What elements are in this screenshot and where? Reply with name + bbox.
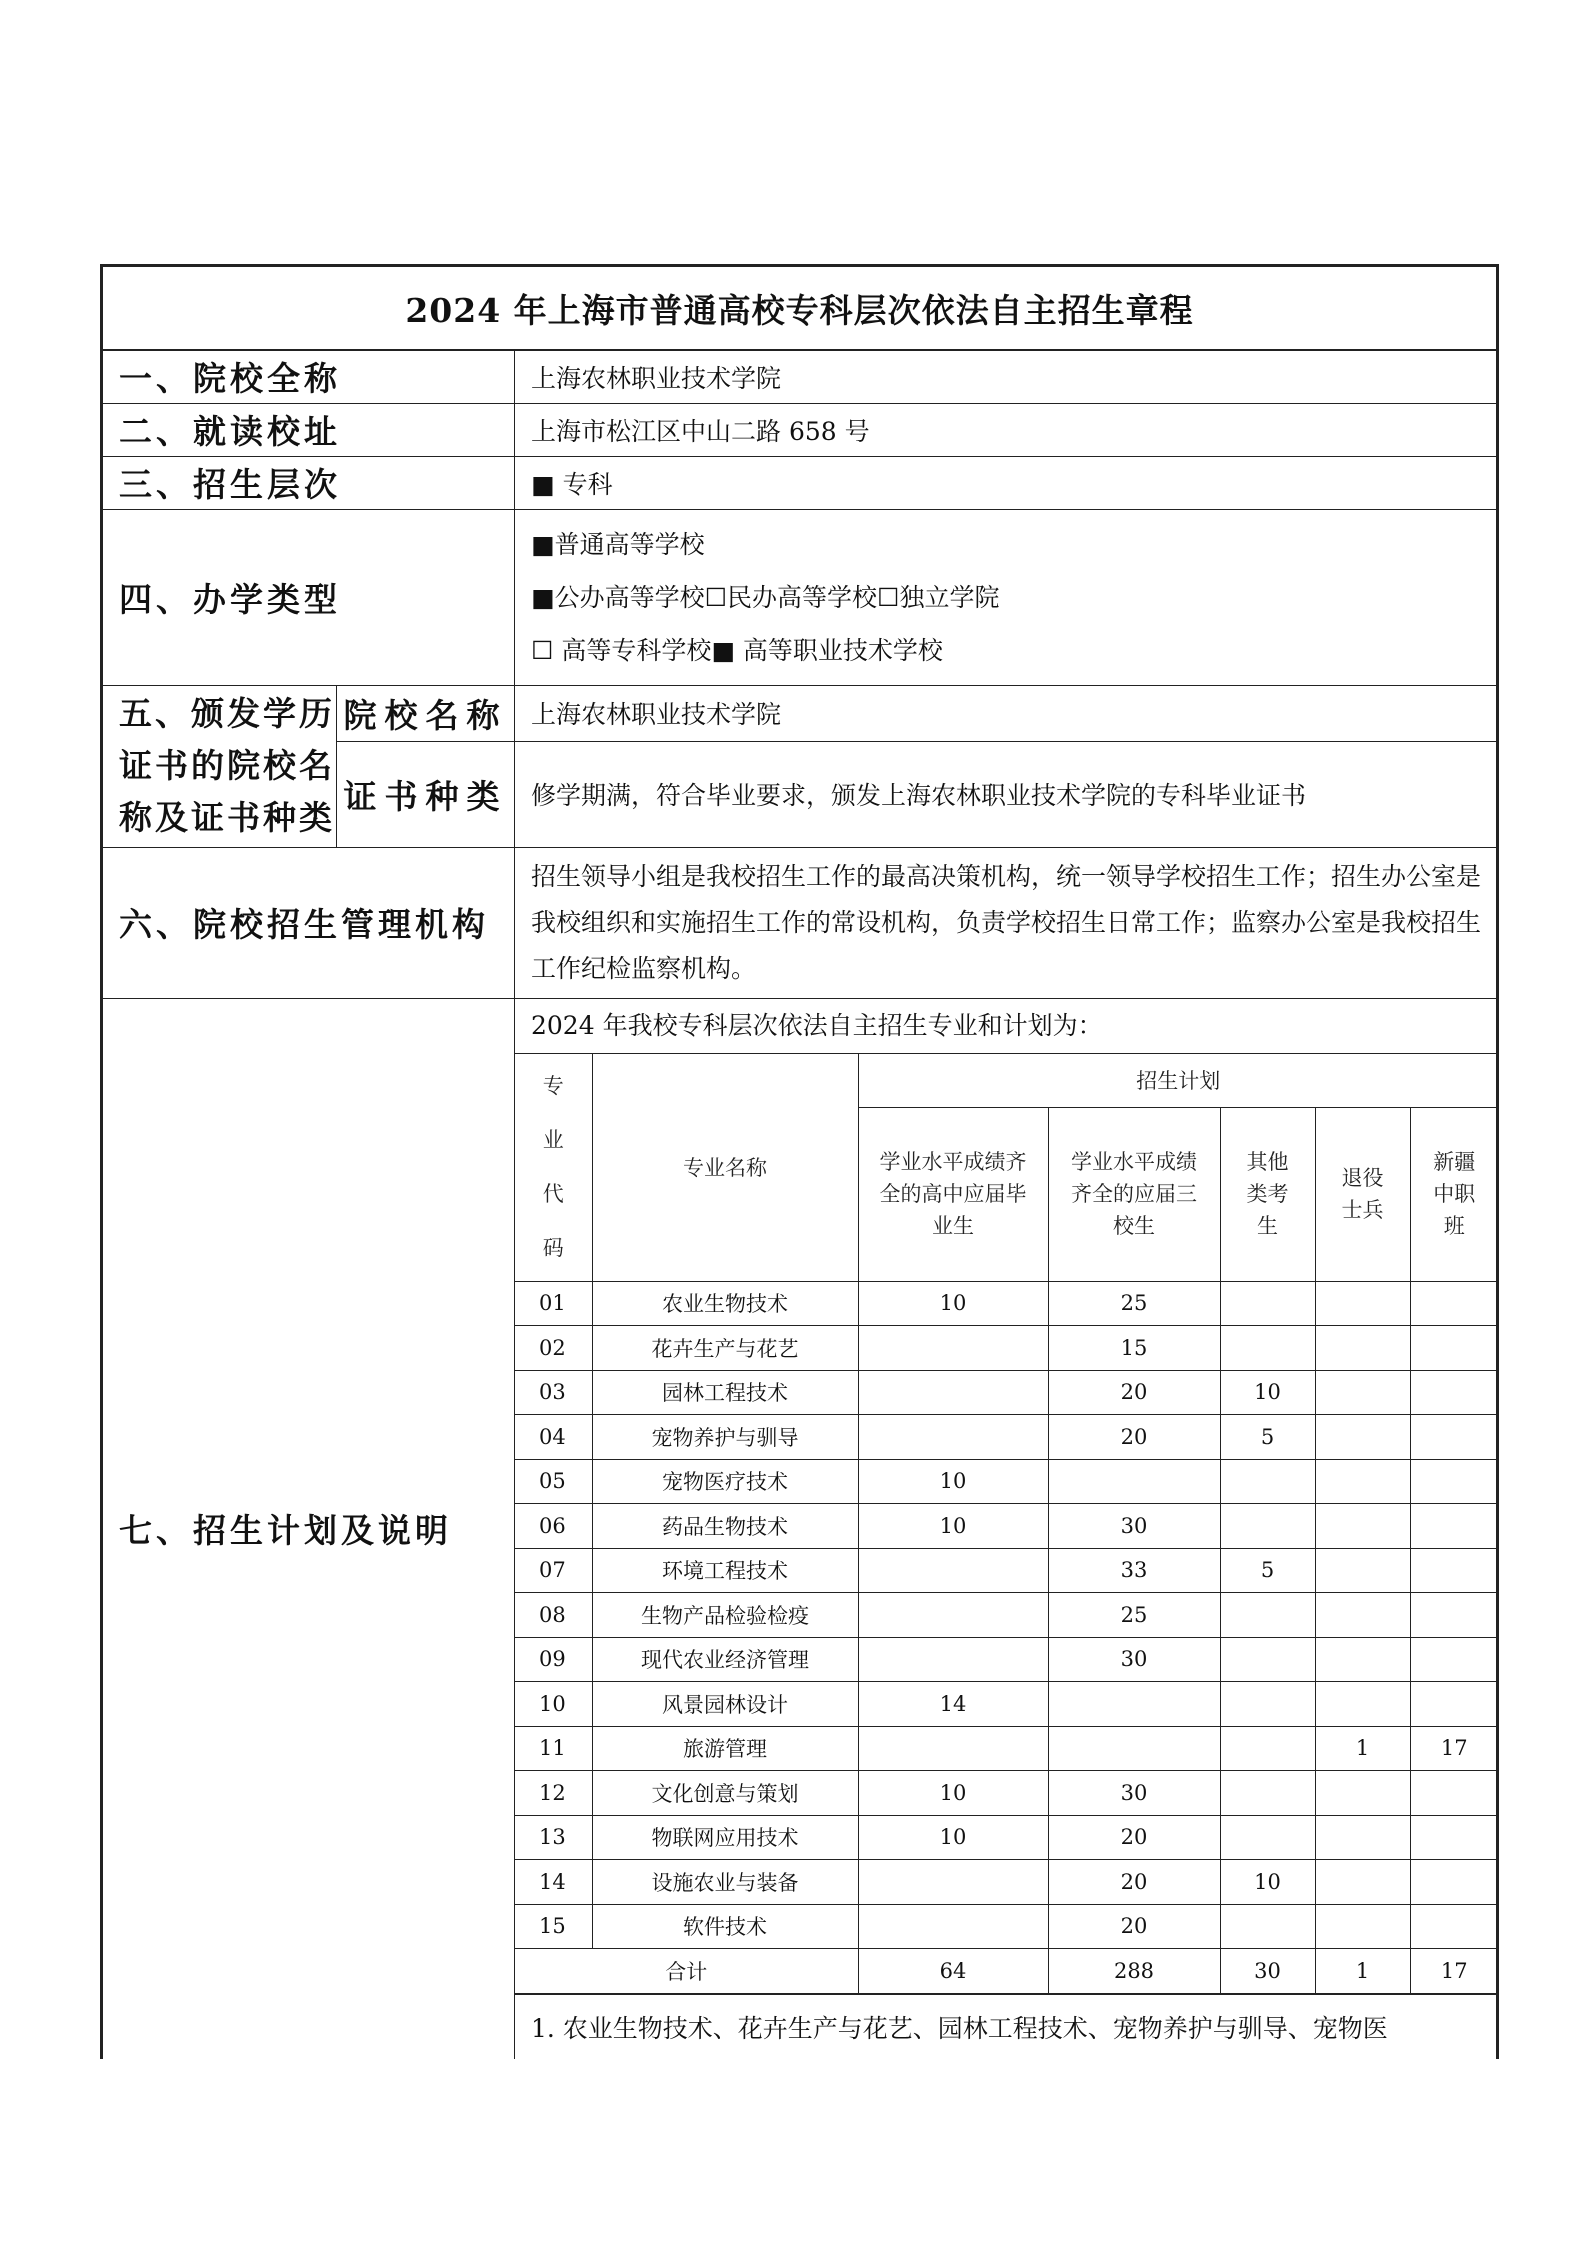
- charter-document-table: [100, 264, 1499, 2059]
- header-char: 码: [542, 1236, 564, 1260]
- plan-value-cell: [1220, 1459, 1315, 1504]
- plan-value-cell: [858, 1370, 1048, 1415]
- plan-value-cell: [1048, 1459, 1220, 1504]
- major-name-cell: 生物产品检验检疫: [592, 1593, 858, 1638]
- plan-row: [515, 1860, 1498, 1905]
- header-char: 业: [542, 1128, 564, 1152]
- major-code-cell: 03: [515, 1370, 592, 1415]
- total-value-cell: 1: [1315, 1949, 1410, 1994]
- header-enrollment-plan: 招生计划: [858, 1053, 1498, 1107]
- plan-row: [515, 1459, 1498, 1504]
- plan-value-cell: [858, 1904, 1048, 1949]
- major-name-cell: 宠物医疗技术: [592, 1459, 858, 1504]
- plan-value-cell: 20: [1048, 1815, 1220, 1860]
- value-certificate-type: 修学期满，符合毕业要求，颁发上海农林职业技术学院的专科毕业证书: [515, 741, 1498, 847]
- major-code-cell: 07: [515, 1548, 592, 1593]
- plan-row: [515, 1815, 1498, 1860]
- major-code-cell: 08: [515, 1593, 592, 1638]
- plan-value-cell: 15: [1048, 1326, 1220, 1371]
- major-name-cell: 旅游管理: [592, 1726, 858, 1771]
- value-issuing-school: 上海农林职业技术学院: [515, 685, 1498, 741]
- major-name-cell: 文化创意与策划: [592, 1771, 858, 1816]
- major-code-cell: 11: [515, 1726, 592, 1771]
- header-highschool-grads: 学业水平成绩齐全的高中应届毕业生: [858, 1107, 1048, 1281]
- major-code-cell: 15: [515, 1904, 592, 1949]
- plan-value-cell: [1220, 1904, 1315, 1949]
- major-name-cell: 农业生物技术: [592, 1281, 858, 1326]
- major-name-cell: 设施农业与装备: [592, 1860, 858, 1905]
- plan-value-cell: [1315, 1682, 1410, 1727]
- plan-value-cell: [858, 1548, 1048, 1593]
- plan-value-cell: [1220, 1326, 1315, 1371]
- plan-value-cell: 20: [1048, 1860, 1220, 1905]
- major-code-cell: 04: [515, 1415, 592, 1460]
- plan-value-cell: [1410, 1370, 1498, 1415]
- plan-value-cell: 30: [1048, 1504, 1220, 1549]
- plan-value-cell: 1: [1315, 1726, 1410, 1771]
- plan-value-cell: [858, 1860, 1048, 1905]
- plan-value-cell: [1220, 1504, 1315, 1549]
- plan-value-cell: [1410, 1548, 1498, 1593]
- plan-value-cell: [1220, 1281, 1315, 1326]
- major-name-cell: 宠物养护与驯导: [592, 1415, 858, 1460]
- major-name-cell: 花卉生产与花艺: [592, 1326, 858, 1371]
- value-school-type: [515, 509, 1498, 685]
- header-major-code: [515, 1053, 592, 1281]
- plan-value-cell: 10: [858, 1459, 1048, 1504]
- plan-value-cell: 25: [1048, 1281, 1220, 1326]
- plan-value-cell: [1410, 1682, 1498, 1727]
- major-code-cell: 01: [515, 1281, 592, 1326]
- header-char: 专: [542, 1074, 564, 1098]
- label-certificate-type: 证书种类: [337, 741, 515, 847]
- plan-value-cell: 10: [858, 1815, 1048, 1860]
- plan-row: [515, 1548, 1498, 1593]
- plan-value-cell: [1220, 1593, 1315, 1638]
- total-value-cell: 288: [1048, 1949, 1220, 1994]
- plan-value-cell: [1220, 1637, 1315, 1682]
- value-enrollment-level: ■ 专科: [515, 456, 1498, 509]
- major-code-cell: 10: [515, 1682, 592, 1727]
- major-code-cell: 12: [515, 1771, 592, 1816]
- value-campus-address: 上海市松江区中山二路 658 号: [515, 403, 1498, 456]
- plan-value-cell: [1048, 1726, 1220, 1771]
- plan-value-cell: 33: [1048, 1548, 1220, 1593]
- plan-value-cell: [1315, 1504, 1410, 1549]
- plan-value-cell: [1315, 1860, 1410, 1905]
- plan-value-cell: [1315, 1281, 1410, 1326]
- label-school-name: 一、院校全称: [102, 350, 515, 403]
- plan-value-cell: [1220, 1682, 1315, 1727]
- enrollment-plan-cell: [515, 998, 1498, 2059]
- label-campus-address: 二、就读校址: [102, 403, 515, 456]
- plan-value-cell: 10: [1220, 1860, 1315, 1905]
- plan-value-cell: [1410, 1593, 1498, 1638]
- label-line: 证书的院校名: [119, 746, 335, 785]
- school-type-line: ■普通高等学校: [531, 529, 705, 559]
- plan-value-cell: 17: [1410, 1726, 1498, 1771]
- major-name-cell: 环境工程技术: [592, 1548, 858, 1593]
- major-code-cell: 02: [515, 1326, 592, 1371]
- header-major-name: 专业名称: [592, 1053, 858, 1281]
- plan-value-cell: [858, 1726, 1048, 1771]
- plan-value-cell: 30: [1048, 1771, 1220, 1816]
- plan-row: [515, 1726, 1498, 1771]
- label-enrollment-plan: 七、招生计划及说明: [102, 998, 515, 2059]
- plan-value-cell: [1410, 1415, 1498, 1460]
- plan-value-cell: 20: [1048, 1904, 1220, 1949]
- plan-value-cell: [1315, 1815, 1410, 1860]
- plan-total-row: [515, 1949, 1498, 1994]
- plan-row: [515, 1370, 1498, 1415]
- plan-value-cell: [1315, 1459, 1410, 1504]
- plan-value-cell: [1315, 1548, 1410, 1593]
- plan-intro: 2024 年我校专科层次依法自主招生专业和计划为：: [531, 1010, 1103, 1040]
- plan-value-cell: [858, 1326, 1048, 1371]
- header-char: 代: [542, 1182, 564, 1206]
- major-code-cell: 14: [515, 1860, 592, 1905]
- plan-value-cell: [1410, 1815, 1498, 1860]
- label-school-type: 四、办学类型: [102, 509, 515, 685]
- plan-value-cell: [1410, 1771, 1498, 1816]
- plan-value-cell: 5: [1220, 1415, 1315, 1460]
- plan-value-cell: 25: [1048, 1593, 1220, 1638]
- total-value-cell: 64: [858, 1949, 1048, 1994]
- label-admissions-office: 六、院校招生管理机构: [102, 847, 515, 998]
- plan-value-cell: [1315, 1593, 1410, 1638]
- plan-value-cell: [1410, 1459, 1498, 1504]
- value-admissions-office: 招生领导小组是我校招生工作的最高决策机构，统一领导学校招生工作；招生办公室是我校组织和实施招生工作的常设机构，负责学校招生日常工作；监察办公室是我校招生工作纪检监察机构。: [515, 847, 1498, 998]
- plan-value-cell: [1410, 1504, 1498, 1549]
- plan-value-cell: 5: [1220, 1548, 1315, 1593]
- plan-value-cell: [1410, 1281, 1498, 1326]
- plan-row: [515, 1504, 1498, 1549]
- major-name-cell: 物联网应用技术: [592, 1815, 858, 1860]
- plan-value-cell: [1315, 1771, 1410, 1816]
- major-name-cell: 现代农业经济管理: [592, 1637, 858, 1682]
- plan-value-cell: [1315, 1415, 1410, 1460]
- enrollment-plan-table: [515, 1053, 1498, 1994]
- plan-value-cell: [1048, 1682, 1220, 1727]
- major-code-cell: 13: [515, 1815, 592, 1860]
- plan-value-cell: 10: [858, 1504, 1048, 1549]
- label-line: 称及证书种类: [119, 798, 335, 837]
- plan-value-cell: [1315, 1637, 1410, 1682]
- plan-row: [515, 1593, 1498, 1638]
- plan-value-cell: [1220, 1726, 1315, 1771]
- major-name-cell: 园林工程技术: [592, 1370, 858, 1415]
- plan-value-cell: 14: [858, 1682, 1048, 1727]
- plan-row: [515, 1904, 1498, 1949]
- plan-value-cell: [1410, 1326, 1498, 1371]
- plan-row: [515, 1771, 1498, 1816]
- plan-value-cell: 10: [858, 1771, 1048, 1816]
- document-title: 2024 年上海市普通高校专科层次依法自主招生章程: [102, 266, 1498, 351]
- total-value-cell: 30: [1220, 1949, 1315, 1994]
- header-xinjiang-class: 新疆中职班: [1410, 1107, 1498, 1281]
- plan-value-cell: 10: [1220, 1370, 1315, 1415]
- plan-value-cell: [858, 1637, 1048, 1682]
- major-name-cell: 药品生物技术: [592, 1504, 858, 1549]
- major-code-cell: 09: [515, 1637, 592, 1682]
- plan-value-cell: 20: [1048, 1370, 1220, 1415]
- plan-value-cell: [858, 1593, 1048, 1638]
- plan-value-cell: 30: [1048, 1637, 1220, 1682]
- total-value-cell: 17: [1410, 1949, 1498, 1994]
- school-type-line: ☐ 高等专科学校■ 高等职业技术学校: [531, 635, 943, 665]
- major-code-cell: 06: [515, 1504, 592, 1549]
- label-issuing-school: 院校名称: [337, 685, 515, 741]
- school-type-line: ■公办高等学校☐民办高等学校☐独立学院: [531, 582, 1000, 612]
- plan-row: [515, 1637, 1498, 1682]
- plan-row: [515, 1326, 1498, 1371]
- total-label-cell: 合计: [515, 1949, 858, 1994]
- plan-value-cell: [1410, 1637, 1498, 1682]
- plan-value-cell: [1220, 1815, 1315, 1860]
- label-certificate-section: [102, 685, 337, 847]
- header-vocational-grads: 学业水平成绩齐全的应届三校生: [1048, 1107, 1220, 1281]
- plan-value-cell: [1410, 1860, 1498, 1905]
- plan-value-cell: [1220, 1771, 1315, 1816]
- plan-row: [515, 1281, 1498, 1326]
- major-name-cell: 风景园林设计: [592, 1682, 858, 1727]
- plan-value-cell: [1315, 1326, 1410, 1371]
- plan-value-cell: [858, 1415, 1048, 1460]
- header-other-candidates: 其他类考生: [1220, 1107, 1315, 1281]
- major-name-cell: 软件技术: [592, 1904, 858, 1949]
- label-line: 五、颁发学历: [119, 694, 335, 733]
- plan-row: [515, 1415, 1498, 1460]
- plan-value-cell: [1315, 1904, 1410, 1949]
- header-veterans: 退役士兵: [1315, 1107, 1410, 1281]
- plan-value-cell: [1315, 1370, 1410, 1415]
- plan-notes: 1. 农业生物技术、花卉生产与花艺、园林工程技术、宠物养护与驯导、宠物医: [515, 1994, 1496, 2059]
- major-code-cell: 05: [515, 1459, 592, 1504]
- plan-value-cell: [1410, 1904, 1498, 1949]
- label-enrollment-level: 三、招生层次: [102, 456, 515, 509]
- value-school-name: 上海农林职业技术学院: [515, 350, 1498, 403]
- plan-row: [515, 1682, 1498, 1727]
- plan-value-cell: 10: [858, 1281, 1048, 1326]
- plan-value-cell: 20: [1048, 1415, 1220, 1460]
